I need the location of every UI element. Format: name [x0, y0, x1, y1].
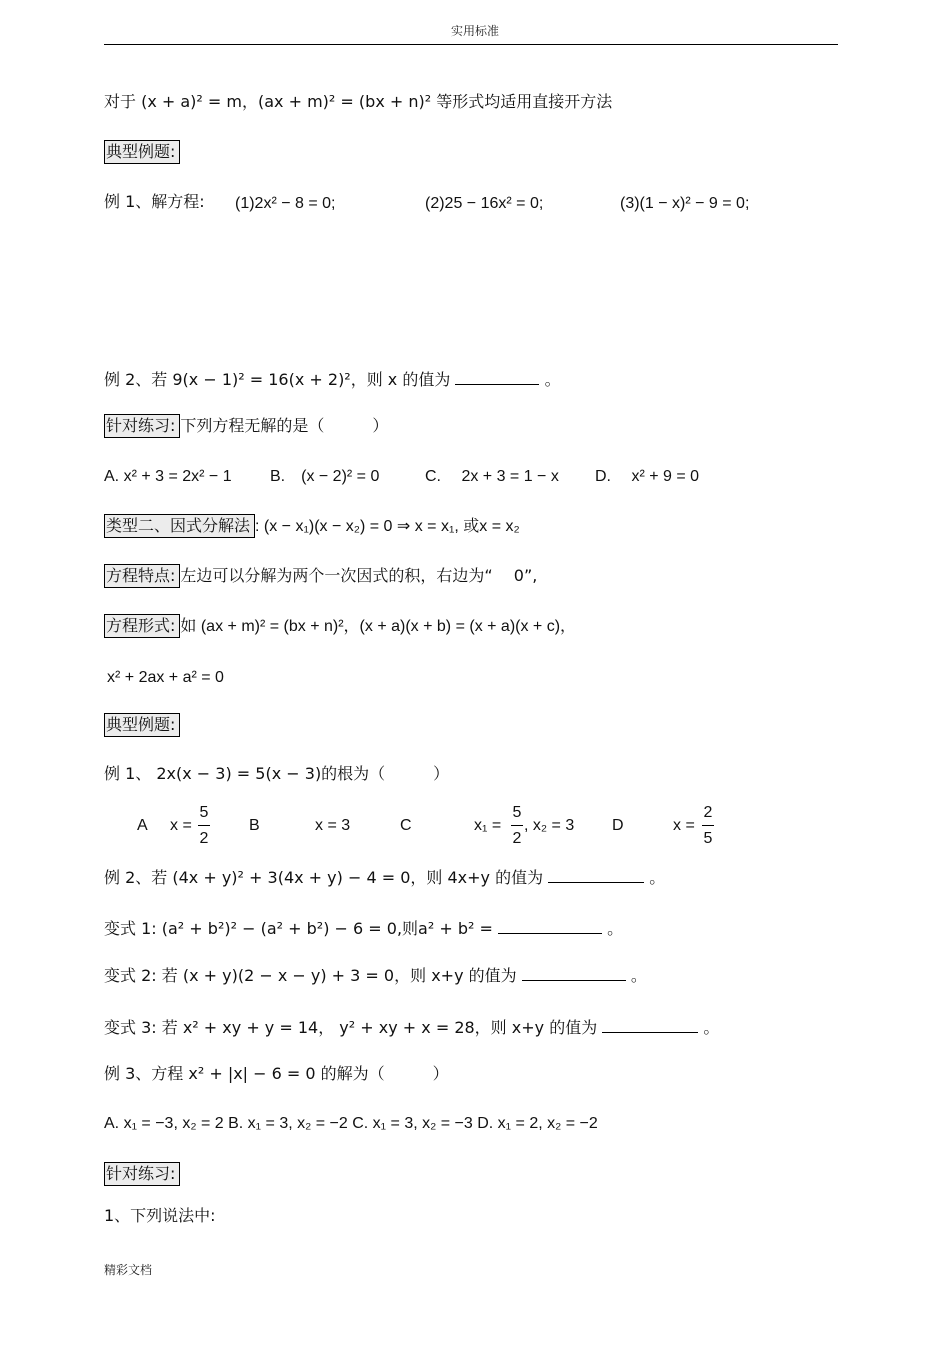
- s2-form-line: [104, 614, 576, 639]
- s1-opt-d: D. x² + 9 = 0: [595, 468, 700, 485]
- fraction-bar: [198, 825, 210, 826]
- s2-feature-text: 左边可以分解为两个一次因式的积，右边为“ 0”,: [180, 566, 538, 585]
- page-header: 实用标准: [450, 24, 499, 38]
- s2-ex1-a-label: A: [137, 817, 148, 834]
- s2-ex1-c-post: , x₂ = 3: [524, 817, 575, 834]
- s2-ex1-a-pre: x =: [170, 817, 192, 834]
- s1-ex2-text: 例 2、若 9(x − 1)² = 16(x + 2)²，则 x 的值为: [104, 370, 451, 389]
- answer-blank[interactable]: [498, 915, 602, 934]
- page-footer: 精彩文档: [104, 1263, 153, 1277]
- s2-ex1-c-den: 2: [512, 830, 522, 847]
- s2-ex1-d-num: 2: [703, 804, 713, 821]
- s2-ex1-b-text: x = 3: [315, 817, 351, 834]
- s2-type-box: 类型二、因式分解法: [104, 514, 255, 538]
- s2-practice-box: 针对练习:: [104, 1162, 180, 1186]
- s2-v1-text: 变式 1: (a² + b²)² − (a² + b²) − 6 = 0,则a² + b² =: [104, 919, 493, 938]
- s1-ex1-part3: (3)(1 − x)² − 9 = 0;: [620, 195, 750, 212]
- s2-ex1-d-den: 5: [703, 830, 713, 847]
- s2-ex1-a-den: 2: [199, 830, 209, 847]
- s2-ex1-d-label: D: [612, 817, 624, 834]
- s2-practice: [104, 1162, 180, 1186]
- s2-form-text2: x² + 2ax + a² = 0: [107, 669, 224, 686]
- fraction-bar: [702, 825, 714, 826]
- answer-blank[interactable]: [455, 366, 539, 385]
- answer-blank[interactable]: [602, 1014, 698, 1033]
- s2-feature-box: 方程特点:: [104, 564, 180, 588]
- intro-line: 对于 (x + a)² = m，(ax + m)² = (bx + n)² 等形式均适用直接开方法: [104, 92, 613, 111]
- s2-v3: [104, 1014, 719, 1040]
- s2-heading-box: 典型例题:: [104, 713, 180, 737]
- s2-v1-end: 。: [607, 919, 624, 938]
- s2-v2-end: 。: [630, 966, 647, 985]
- s2-feature-line: [104, 564, 537, 588]
- s2-form-box: 方程形式:: [104, 614, 180, 638]
- s2-v3-text: 变式 3: 若 x² + xy + y = 14， y² + xy + x = 28，则 x+y 的值为: [104, 1018, 598, 1037]
- s1-heading: [104, 140, 180, 164]
- s1-opt-a: A. x² + 3 = 2x² − 1: [104, 468, 232, 485]
- header-rule: [104, 44, 838, 45]
- s2-ex1-text: 例 1、 2x(x − 3) = 5(x − 3)的根为（ ）: [104, 764, 450, 783]
- s2-type-line: [104, 514, 520, 539]
- answer-blank[interactable]: [522, 962, 626, 981]
- s2-ex1-c-pre: x₁ =: [474, 817, 502, 834]
- s1-ex1-part1: (1)2x² − 8 = 0;: [235, 195, 336, 212]
- s2-v1: [104, 915, 623, 941]
- s2-ex2: [104, 864, 665, 890]
- s1-ex2: [104, 366, 561, 392]
- s1-ex1-part2: (2)25 − 16x² = 0;: [425, 195, 544, 212]
- s2-ex2-text: 例 2、若 (4x + y)² + 3(4x + y) − 4 = 0，则 4x+y 的值为: [104, 868, 544, 887]
- s1-opt-b: B. (x − 2)² = 0: [270, 468, 380, 485]
- s2-ex1-c-num: 5: [512, 804, 522, 821]
- s2-ex1-d-pre: x =: [673, 817, 695, 834]
- s1-ex1-label: 例 1、解方程:: [104, 192, 205, 211]
- s2-v2-text: 变式 2: 若 (x + y)(2 − x − y) + 3 = 0，则 x+y 的值为: [104, 966, 517, 985]
- s2-ex1-c-label: C: [400, 817, 412, 834]
- s2-type-text: : (x − x₁)(x − x₂) = 0 ⇒ x = x₁, 或x = x₂: [255, 518, 520, 535]
- s1-opt-c: C. 2x + 3 = 1 − x: [425, 468, 559, 485]
- answer-blank[interactable]: [548, 864, 644, 883]
- s2-form-text: 如 (ax + m)² = (bx + n)²，(x + a)(x + b) = (x + a)(x + c)，: [180, 618, 577, 635]
- s2-ex1-a-num: 5: [199, 804, 209, 821]
- s1-practice: [104, 414, 388, 438]
- s2-ex3-options: A. x₁ = −3, x₂ = 2 B. x₁ = 3, x₂ = −2 C. x₁ = 3, x₂ = −3 D. x₁ = 2, x₂ = −2: [104, 1115, 598, 1132]
- s2-ex3-text: 例 3、方程 x² + |x| − 6 = 0 的解为（ ）: [104, 1064, 449, 1083]
- s1-ex2-end: 。: [544, 370, 561, 389]
- s2-v3-end: 。: [703, 1018, 720, 1037]
- fraction-bar: [511, 825, 523, 826]
- s1-practice-box: 针对练习:: [104, 414, 180, 438]
- s2-v2: [104, 962, 647, 988]
- s2-q1-text: 1、下列说法中:: [104, 1206, 216, 1225]
- s2-heading: [104, 713, 180, 737]
- s1-heading-box: 典型例题:: [104, 140, 180, 164]
- s2-ex1-b-label: B: [249, 817, 260, 834]
- s2-ex2-end: 。: [649, 868, 666, 887]
- s1-practice-text: 下列方程无解的是（ ）: [180, 416, 389, 435]
